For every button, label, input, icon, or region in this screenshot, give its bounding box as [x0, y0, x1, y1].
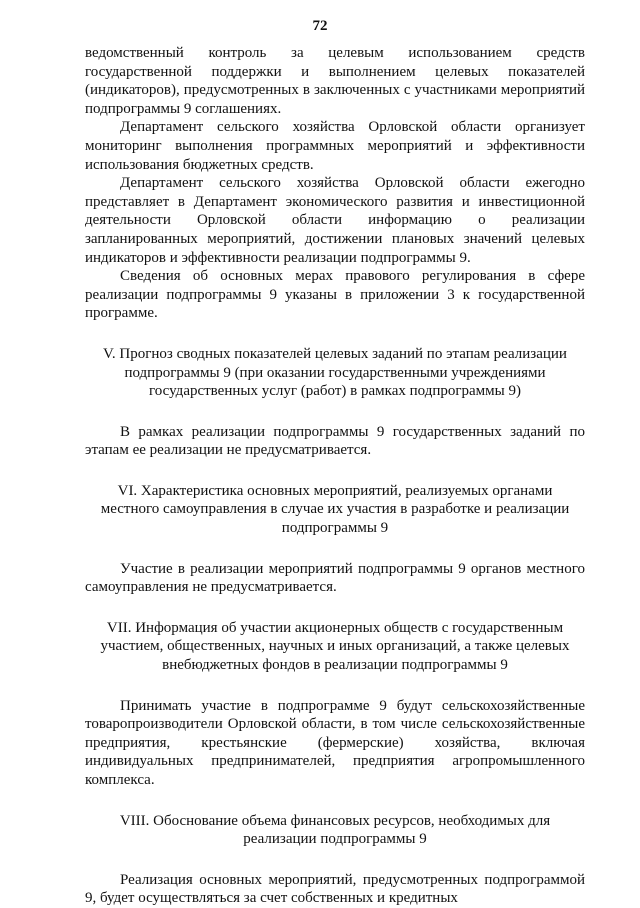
paragraph-participants: Принимать участие в подпрограмме 9 будут сельскохозяйственные товаропроизводители Орловской области, в том числе сельскохозяйственные предприятия, крестьянские (фермерские) хозяйства, включая индивидуальных предпринимателей, предприятия агропромышленного комплекса. [85, 697, 585, 788]
section-heading-vi: VI. Характеристика основных мероприятий, реализуемых органами местного самоуправления в случае их участия в разработке и реализации подпрограммы 9 [100, 482, 570, 537]
paragraph-state-assignments: В рамках реализации подпрограммы 9 государственных заданий по этапам ее реализации не предусматривается. [85, 423, 585, 459]
page-number: 72 [312, 18, 328, 34]
paragraph-financing: Реализация основных мероприятий, предусмотренных подпрограммой 9, будет осуществляться за счет собственных и кредитных [85, 871, 585, 907]
section-heading-v: V. Прогноз сводных показателей целевых заданий по этапам реализации подпрограммы 9 (при оказании государственными учреждениями государственных услуг (работ) в рамках подпрограммы 9) [103, 345, 567, 400]
paragraph-local-self-government: Участие в реализации мероприятий подпрограммы 9 органов местного самоуправления не предусматривается. [85, 560, 585, 596]
document-body [85, 44, 585, 908]
section-heading-vii: VII. Информация об участии акционерных обществ с государственным участием, общественных, научных и иных организаций, а также целевых внебюджетных фондов в реализации подпрограммы 9 [100, 619, 570, 674]
paragraph-department-monitoring: Департамент сельского хозяйства Орловской области организует мониторинг выполнения программных мероприятий и эффективности использования бюджетных средств. [85, 119, 585, 173]
paragraph-department-annual-report: Департамент сельского хозяйства Орловской области ежегодно представляет в Департамент экономического развития и инвестиционной деятельности Орловской области информацию о реализации запланированных мероприятий, достижении плановых значений целевых индикаторов и эффективности реализации подпрограммы 9. [85, 175, 585, 266]
paragraph-monitoring-control: ведомственный контроль за целевым использованием средств государственной поддержки и выполнением целевых показателей (индикаторов), предусмотренных в заключенных с участниками мероприятий подпрограммы 9 соглашениях. [85, 45, 585, 117]
paragraph-legal-regulation: Сведения об основных мерах правового регулирования в сфере реализации подпрограммы 9 указаны в приложении 3 к государственной программе. [85, 268, 585, 322]
section-heading-viii: VIII. Обоснование объема финансовых ресурсов, необходимых для реализации подпрограммы 9 [119, 812, 551, 848]
